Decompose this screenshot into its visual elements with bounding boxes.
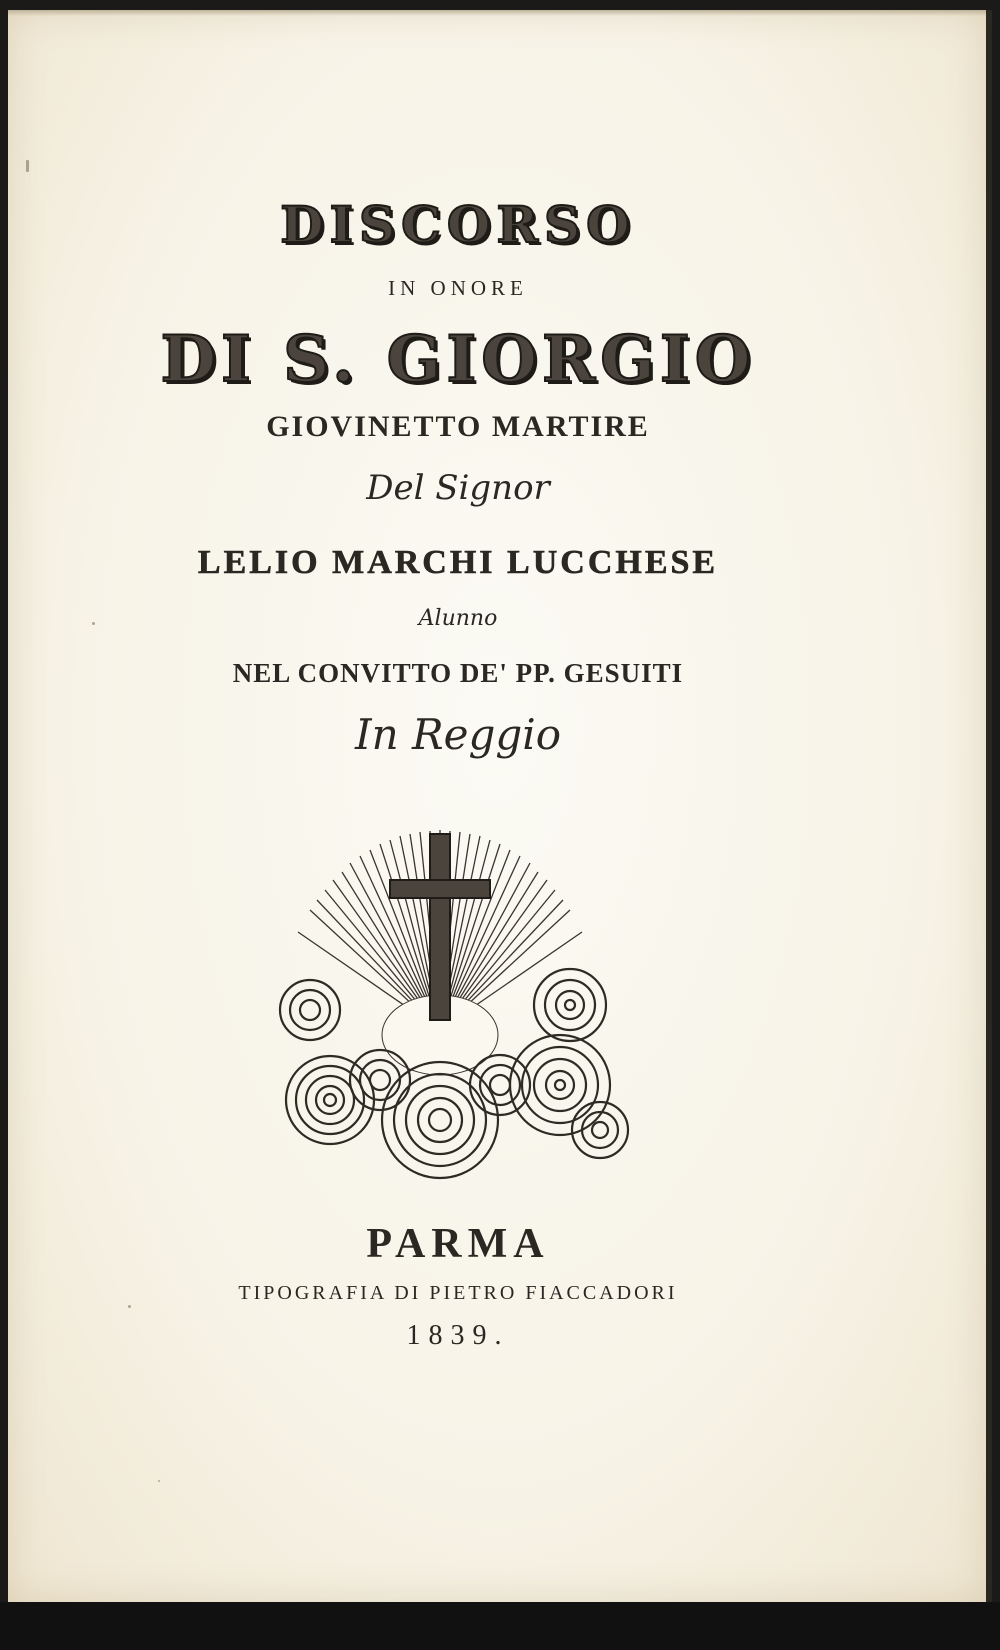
- role-label: Alunno: [418, 606, 498, 631]
- subtitle-line: IN ONORE: [388, 276, 528, 300]
- cross-with-sunburst-and-clouds-icon: [270, 830, 650, 1190]
- scan-bottom-edge: [0, 1602, 1000, 1650]
- paper-speck: [158, 1480, 160, 1482]
- institution: NEL CONVITTO DE' PP. GESUITI: [232, 658, 684, 688]
- title: DISCORSO: [280, 195, 636, 254]
- paper-speck: [128, 1305, 131, 1308]
- paper-speck: [92, 622, 95, 625]
- subject-epithet: GIOVINETTO MARTIRE: [266, 410, 650, 443]
- author-name: LELIO MARCHI LUCCHESE: [197, 544, 719, 581]
- subject-title: DI S. GIORGIO: [160, 322, 756, 397]
- imprint-year: 1839.: [406, 1320, 510, 1351]
- place: In Reggio: [355, 710, 561, 759]
- imprint-city: PARMA: [366, 1221, 550, 1267]
- paper-speck: [26, 160, 29, 172]
- title-page: [8, 10, 992, 1602]
- imprint-printer: TIPOGRAFIA DI PIETRO FIACCADORI: [238, 1282, 678, 1304]
- by-line: Del Signor: [366, 468, 550, 508]
